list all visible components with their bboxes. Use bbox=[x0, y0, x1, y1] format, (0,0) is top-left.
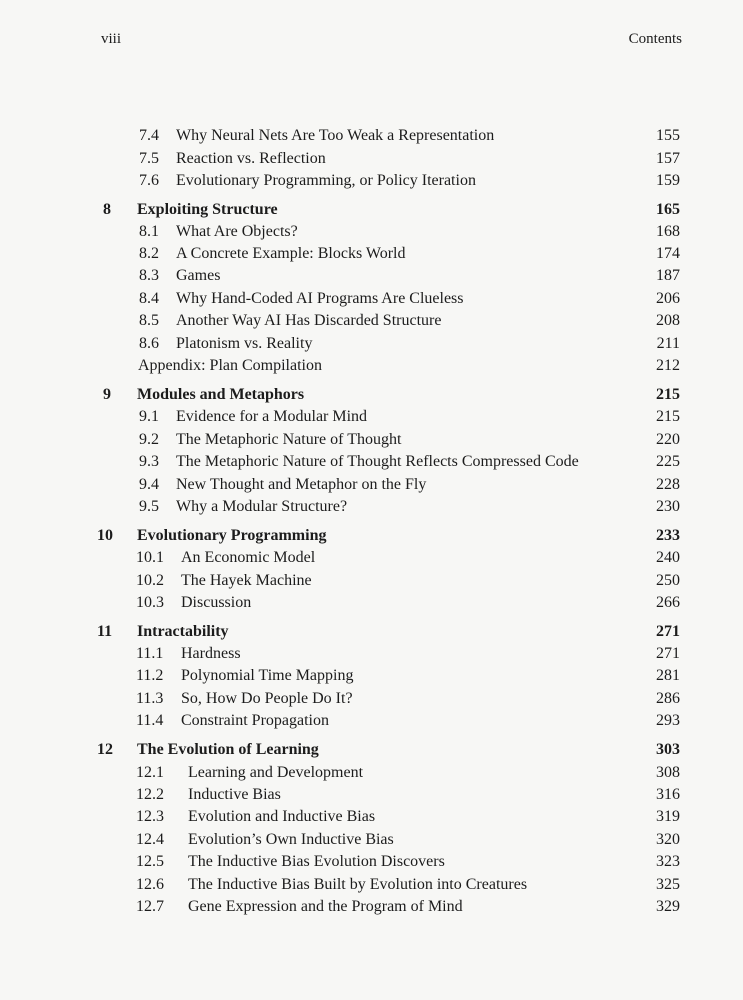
page-number: 281 bbox=[656, 667, 680, 684]
page-number: 168 bbox=[656, 223, 680, 240]
section-number: 8.5 bbox=[139, 312, 159, 329]
toc-entry bbox=[0, 784, 743, 806]
section-title: Why a Modular Structure? bbox=[176, 498, 348, 515]
section-title: A Concrete Example: Blocks World bbox=[176, 245, 406, 262]
toc-entry bbox=[0, 288, 743, 310]
page-number: 316 bbox=[656, 786, 680, 803]
page-number: 215 bbox=[656, 386, 680, 403]
section-title: So, How Do People Do It? bbox=[181, 690, 353, 707]
section-number: 11.3 bbox=[136, 690, 164, 707]
toc-entry bbox=[0, 265, 743, 287]
chapter-title: Intractability bbox=[137, 623, 229, 640]
section-number: 8.6 bbox=[139, 335, 159, 352]
page-number: 323 bbox=[656, 853, 680, 870]
page-number: 211 bbox=[656, 335, 680, 352]
page-number: 228 bbox=[656, 476, 680, 493]
section-number: 11.1 bbox=[136, 645, 164, 662]
section-title: The Inductive Bias Evolution Discovers bbox=[188, 853, 445, 870]
page-number: 230 bbox=[656, 498, 680, 515]
section-title: What Are Objects? bbox=[176, 223, 298, 240]
toc-entry bbox=[0, 125, 743, 147]
section-title: Games bbox=[176, 267, 221, 284]
page-number: 271 bbox=[656, 645, 680, 662]
page-number: 271 bbox=[656, 623, 680, 640]
section-number: 11.2 bbox=[136, 667, 164, 684]
chapter-number: 11 bbox=[97, 623, 113, 640]
section-number: 7.4 bbox=[139, 127, 159, 144]
section-title: Discussion bbox=[181, 594, 252, 611]
page-number: 293 bbox=[656, 712, 680, 729]
section-number: 10.1 bbox=[136, 549, 164, 566]
chapter-title: Evolutionary Programming bbox=[137, 527, 327, 544]
section-number: 12.7 bbox=[136, 898, 164, 915]
section-title: Appendix: Plan Compilation bbox=[138, 357, 322, 374]
section-title: Reaction vs. Reflection bbox=[176, 150, 326, 167]
toc-entry bbox=[0, 688, 743, 710]
page-number: 157 bbox=[656, 150, 680, 167]
section-number: 12.2 bbox=[136, 786, 164, 803]
section-title: The Metaphoric Nature of Thought bbox=[176, 431, 402, 448]
chapter-number: 9 bbox=[103, 386, 111, 403]
toc-entry bbox=[0, 710, 743, 732]
section-number: 8.4 bbox=[139, 290, 159, 307]
toc-entry bbox=[0, 570, 743, 592]
section-number: 9.1 bbox=[139, 408, 159, 425]
section-number: 10.3 bbox=[136, 594, 164, 611]
section-title: Evolution’s Own Inductive Bias bbox=[188, 831, 394, 848]
page-number: 240 bbox=[656, 549, 680, 566]
page-number: 220 bbox=[656, 431, 680, 448]
section-title: Why Neural Nets Are Too Weak a Representation bbox=[176, 127, 495, 144]
section-number: 12.3 bbox=[136, 808, 164, 825]
section-title: Inductive Bias bbox=[188, 786, 281, 803]
page-number: 212 bbox=[656, 357, 680, 374]
toc-chapter-entry bbox=[0, 739, 743, 761]
toc-entry bbox=[0, 406, 743, 428]
toc-entry bbox=[0, 592, 743, 614]
section-title: The Inductive Bias Built by Evolution into Creatures bbox=[188, 876, 528, 893]
running-header-title: Contents bbox=[628, 31, 682, 47]
section-title: Polynomial Time Mapping bbox=[181, 667, 354, 684]
section-number: 9.2 bbox=[139, 431, 159, 448]
toc-entry bbox=[0, 829, 743, 851]
page-number-header: viii bbox=[101, 31, 122, 47]
page-number: 225 bbox=[656, 453, 680, 470]
toc-entry bbox=[0, 851, 743, 873]
section-title: Evolution and Inductive Bias bbox=[188, 808, 376, 825]
page-number: 174 bbox=[656, 245, 680, 262]
toc-entry bbox=[0, 310, 743, 332]
section-number: 9.3 bbox=[139, 453, 159, 470]
page-number: 165 bbox=[656, 201, 680, 218]
page-number: 206 bbox=[656, 290, 680, 307]
section-number: 12.5 bbox=[136, 853, 164, 870]
toc-entry bbox=[0, 665, 743, 687]
section-title: Why Hand-Coded AI Programs Are Clueless bbox=[176, 290, 464, 307]
toc-entry bbox=[0, 148, 743, 170]
chapter-title: Exploiting Structure bbox=[137, 201, 278, 218]
section-title: Hardness bbox=[181, 645, 241, 662]
page-number: 233 bbox=[656, 527, 680, 544]
section-number: 12.1 bbox=[136, 764, 164, 781]
page-number: 308 bbox=[656, 764, 680, 781]
page-number: 266 bbox=[656, 594, 680, 611]
chapter-title: The Evolution of Learning bbox=[137, 741, 319, 758]
toc-chapter-entry bbox=[0, 621, 743, 643]
section-title: The Metaphoric Nature of Thought Reflects Compressed Code bbox=[176, 453, 579, 470]
section-title: Evidence for a Modular Mind bbox=[176, 408, 368, 425]
chapter-title: Modules and Metaphors bbox=[137, 386, 305, 403]
section-number: 7.6 bbox=[139, 172, 159, 189]
toc-entry bbox=[0, 429, 743, 451]
section-number: 7.5 bbox=[139, 150, 159, 167]
section-title: New Thought and Metaphor on the Fly bbox=[176, 476, 427, 493]
page-number: 329 bbox=[656, 898, 680, 915]
toc-entry bbox=[0, 221, 743, 243]
toc-entry bbox=[0, 170, 743, 192]
toc-entry bbox=[0, 806, 743, 828]
toc-entry bbox=[0, 243, 743, 265]
toc-entry bbox=[0, 547, 743, 569]
section-number: 8.1 bbox=[139, 223, 159, 240]
toc-entry bbox=[0, 333, 743, 355]
chapter-number: 12 bbox=[97, 741, 113, 758]
section-number: 11.4 bbox=[136, 712, 164, 729]
section-title: An Economic Model bbox=[181, 549, 316, 566]
page-number: 208 bbox=[656, 312, 680, 329]
toc-entry bbox=[0, 355, 743, 377]
section-title: Another Way AI Has Discarded Structure bbox=[176, 312, 442, 329]
chapter-number: 10 bbox=[97, 527, 113, 544]
page-number: 187 bbox=[656, 267, 680, 284]
section-title: Constraint Propagation bbox=[181, 712, 329, 729]
toc-chapter-entry bbox=[0, 199, 743, 221]
chapter-number: 8 bbox=[103, 201, 111, 218]
section-number: 8.2 bbox=[139, 245, 159, 262]
section-title: Platonism vs. Reality bbox=[176, 335, 313, 352]
section-number: 8.3 bbox=[139, 267, 159, 284]
toc-entry bbox=[0, 643, 743, 665]
toc-chapter-entry bbox=[0, 525, 743, 547]
section-title: Learning and Development bbox=[188, 764, 364, 781]
page-number: 319 bbox=[656, 808, 680, 825]
section-number: 10.2 bbox=[136, 572, 164, 589]
section-title: Gene Expression and the Program of Mind bbox=[188, 898, 463, 915]
section-title: The Hayek Machine bbox=[181, 572, 312, 589]
page-number: 286 bbox=[656, 690, 680, 707]
page-number: 215 bbox=[656, 408, 680, 425]
toc-chapter-entry bbox=[0, 384, 743, 406]
page-number: 303 bbox=[656, 741, 680, 758]
toc-entry bbox=[0, 874, 743, 896]
toc-entry bbox=[0, 762, 743, 784]
section-number: 9.5 bbox=[139, 498, 159, 515]
section-title: Evolutionary Programming, or Policy Iteration bbox=[176, 172, 476, 189]
toc-entry bbox=[0, 474, 743, 496]
page-number: 159 bbox=[656, 172, 680, 189]
section-number: 12.4 bbox=[136, 831, 164, 848]
page-number: 325 bbox=[656, 876, 680, 893]
page-number: 250 bbox=[656, 572, 680, 589]
toc-entry bbox=[0, 896, 743, 918]
toc-entry bbox=[0, 496, 743, 518]
toc-entry bbox=[0, 451, 743, 473]
page-number: 155 bbox=[656, 127, 680, 144]
section-number: 12.6 bbox=[136, 876, 164, 893]
section-number: 9.4 bbox=[139, 476, 159, 493]
page-number: 320 bbox=[656, 831, 680, 848]
